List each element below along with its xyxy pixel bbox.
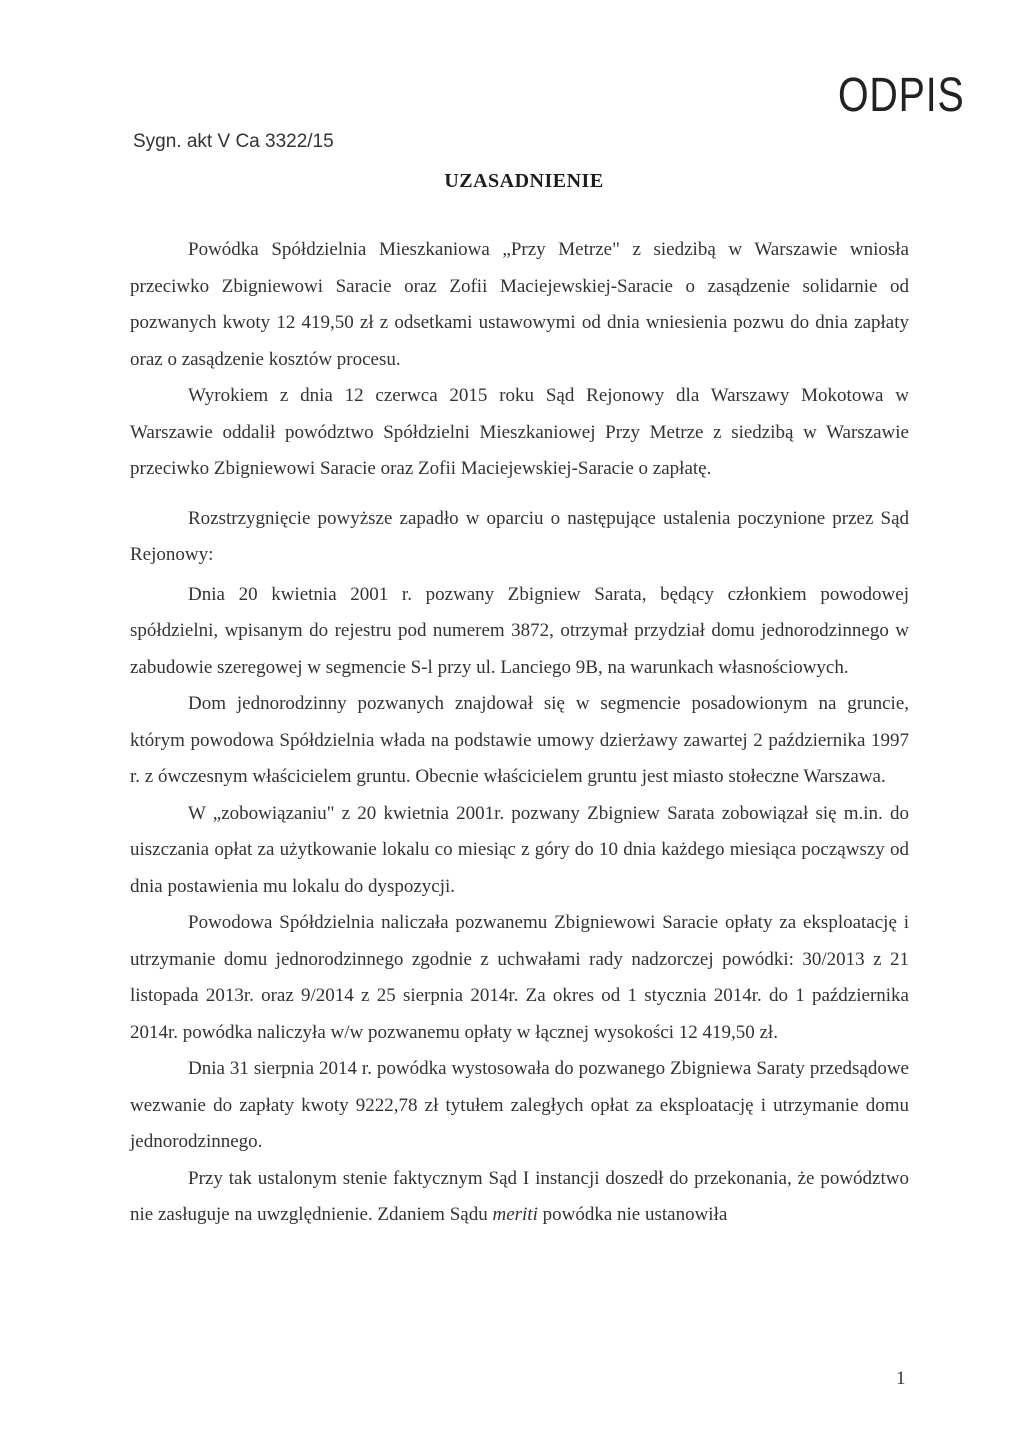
paragraph-obligation: W „zobowiązaniu" z 20 kwietnia 2001r. pozwany Zbigniew Sarata zobowiązał się m.in. do uiszczania opłat za użytkowanie lokalu co miesiąc z góry do 10 dnia każdego miesiąca począwszy od dnia postawienia mu lokalu do dyspozycji. bbox=[130, 802, 909, 897]
paragraph-findings-intro: Rozstrzygnięcie powyższe zapadło w oparciu o następujące ustalenia poczynione przez Sąd Rejonowy: bbox=[130, 507, 909, 565]
odpis-stamp: ODPIS bbox=[838, 69, 965, 122]
paragraph-judgment: Wyrokiem z dnia 12 czerwca 2015 roku Sąd Rejonowy dla Warszawy Mokotowa w Warszawie oddalił powództwo Spółdzielni Mieszkaniowej Przy Metrze z siedzibą w Warszawie przeciwko Zbigniewowi Saracie oraz Zofii Maciejewskiej-Saracie o zapłatę. bbox=[130, 385, 909, 479]
conclusion-italic-term: meriti bbox=[492, 1204, 538, 1225]
paragraph-land: Dom jednorodzinny pozwanych znajdował się w segmencie posadowionym na gruncie, którym powodowa Spółdzielnia włada na podstawie umowy dzierżawy zawartej 2 października 1997 r. z ówczesnym właścicielem gruntu. Obecnie właścicielem gruntu jest miasto stołeczne Warszawa. bbox=[130, 693, 909, 787]
case-reference: Sygn. akt V Ca 3322/15 bbox=[133, 131, 334, 152]
page-number: 1 bbox=[896, 1368, 906, 1389]
paragraph-conclusion bbox=[130, 1161, 909, 1234]
document-heading: UZASADNIENIE bbox=[444, 170, 604, 192]
paragraph-demand: Dnia 31 sierpnia 2014 r. powódka wystosowała do pozwanego Zbigniewa Saraty przedsądowe wezwanie do zapłaty kwoty 9222,78 zł tytułem zaległych opłat za eksploatację i utrzymanie domu jednorodzinnego. bbox=[130, 1058, 909, 1152]
document-body bbox=[130, 232, 909, 1234]
paragraph-claim: Powódka Spółdzielnia Mieszkaniowa „Przy Metrze" z siedzibą w Warszawie wniosła przeciwko Zbigniewowi Saracie oraz Zofii Maciejewskiej-Saracie o zasądzenie solidarnie od pozwanych kwoty 12 419,50 zł z odsetkami ustawowymi od dnia wniesienia pozwu do dnia zapłaty oraz o zasądzenie kosztów procesu. bbox=[130, 239, 909, 370]
paragraph-fees: Powodowa Spółdzielnia naliczała pozwanemu Zbigniewowi Saracie opłaty za eksploatację i utrzymanie domu jednorodzinnego zgodnie z uchwałami rady nadzorczej powódki: 30/2013 z 21 listopada 2013r. oraz 9/2014 z 25 sierpnia 2014r. Za okres od 1 stycznia 2014r. do 1 października 2014r. powódka naliczyła w/w pozwanemu opłaty w łącznej wysokości 12 419,50 zł. bbox=[130, 912, 909, 1043]
conclusion-text-end: powódka nie ustanowiła bbox=[537, 1204, 728, 1225]
paragraph-allocation: Dnia 20 kwietnia 2001 r. pozwany Zbigniew Sarata, będący członkiem powodowej spółdzielni, wpisanym do rejestru pod numerem 3872, otrzymał przydział domu jednorodzinnego w zabudowie szeregowej w segmencie S-l przy ul. Lanciego 9B, na warunkach własnościowych. bbox=[130, 583, 909, 678]
conclusion-text-start: Przy tak ustalonym stenie faktycznym Sąd I instancji doszedł do przekonania, że powództwo nie zasługuje na uwzględnienie. Zdaniem Sądu bbox=[130, 1167, 909, 1225]
